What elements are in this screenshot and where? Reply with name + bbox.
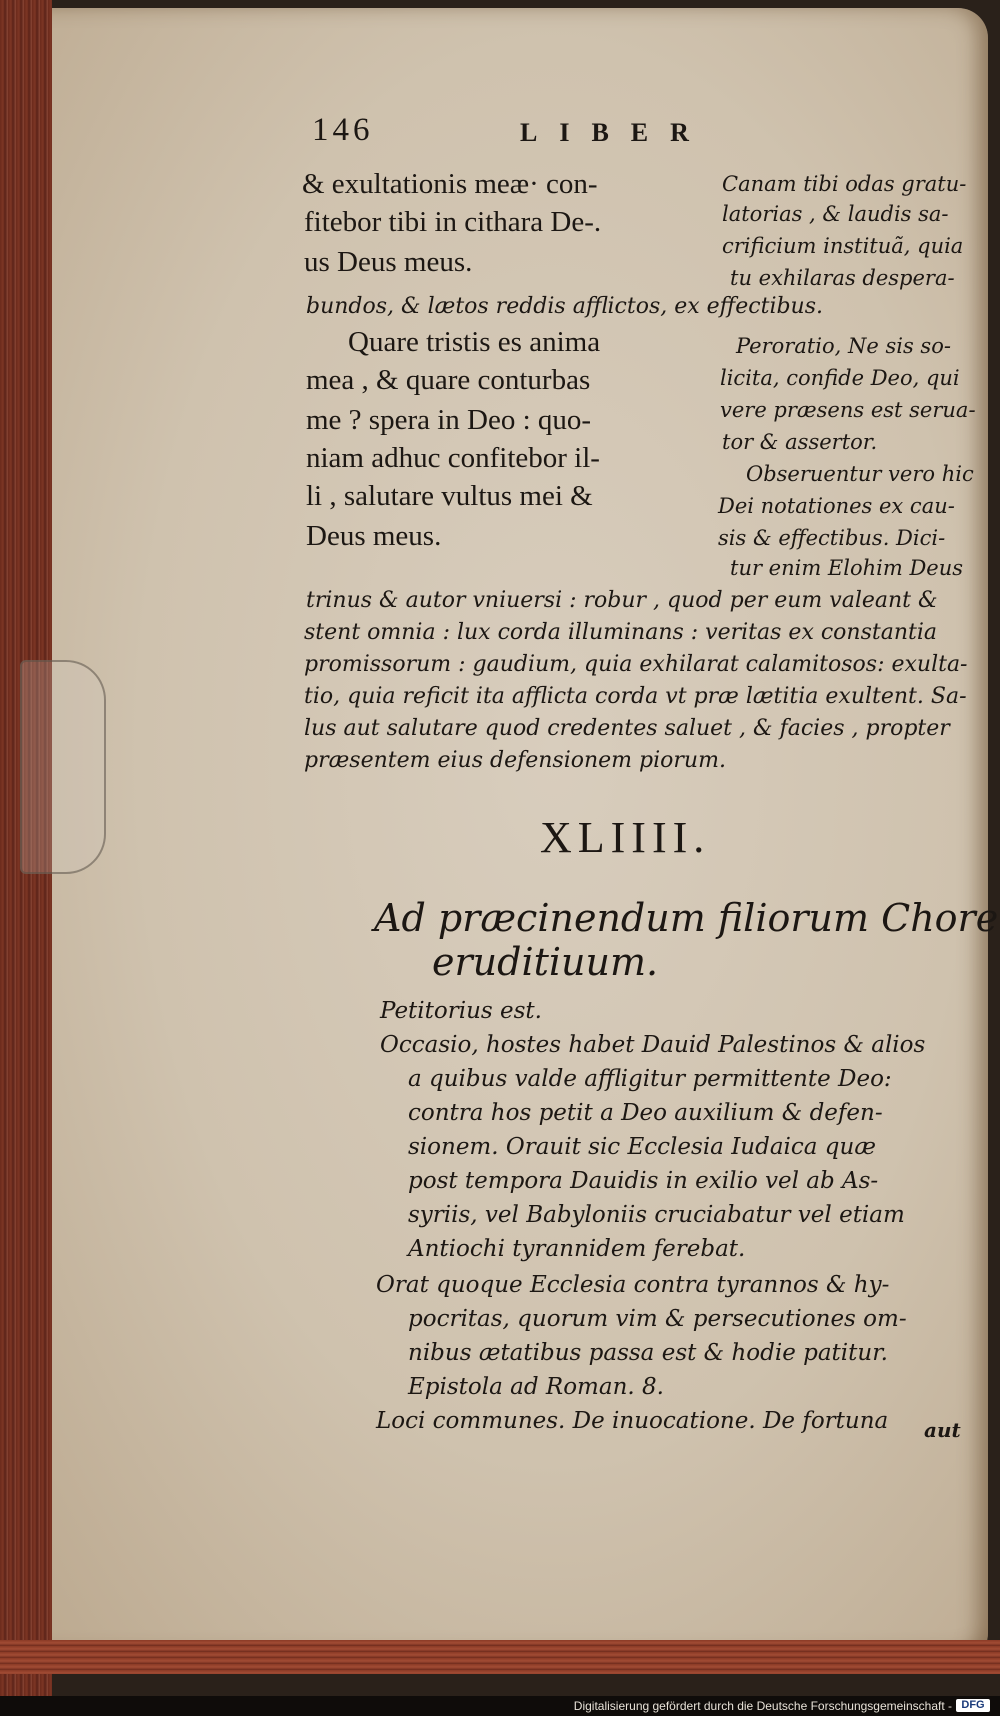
side-note-line: sis & effectibus. Dici- (718, 526, 946, 550)
side-note-line: Obseruentur vero hic (746, 462, 974, 486)
side-note-line: Dei notationes ex cau- (718, 494, 955, 518)
psalm-number: XLIIII. (540, 813, 711, 862)
side-note-line: vere præsens est serua- (720, 398, 976, 422)
full-width-line: lus aut salutare quod credentes saluet , & facies , propter (304, 716, 950, 741)
full-width-line: præsentem eius defensionem piorum. (304, 748, 726, 773)
page-edges-bottom (0, 1640, 1000, 1674)
psalm-title-line: Ad præcinendum filiorum Chore (374, 896, 999, 940)
side-note-line: licita, confide Deo, qui (720, 366, 960, 390)
main-text-line: niam adhuc confitebor il- (306, 442, 600, 474)
main-text-line: fitebor tibi in cithara De-. (304, 206, 602, 238)
side-note-line: latorias , & laudis sa- (722, 202, 949, 226)
side-note-line: crificium instituã, quia (722, 234, 964, 258)
section-line: nibus ætatibus passa est & hodie patitur. (408, 1340, 888, 1366)
dfg-logo: DFG (956, 1699, 990, 1712)
side-note-line: tur enim Elohim Deus (730, 556, 964, 580)
section-line: Petitorius est. (380, 998, 542, 1024)
side-note-line: tor & assertor. (722, 430, 878, 454)
main-text-line: mea , & quare conturbas (306, 364, 591, 396)
section-line: sionem. Orauit sic Ecclesia Iudaica quæ (408, 1134, 876, 1160)
full-width-line: trinus & autor vniuersi : robur , quod per eum valeant & (306, 588, 938, 613)
section-line: syriis, vel Babyloniis cruciabatur vel etiam (408, 1202, 905, 1228)
main-text-line: us Deus meus. (304, 246, 473, 278)
section-line: Occasio, hostes habet Dauid Palestinos & alios (380, 1032, 926, 1058)
catchword: aut (924, 1418, 961, 1442)
section-line: Antiochi tyrannidem ferebat. (408, 1236, 746, 1262)
section-line: pocritas, quorum vim & persecutiones om- (408, 1306, 907, 1332)
main-text-line: & exultationis meæ· con- (302, 168, 598, 200)
footer-credit: Digitalisierung gefördert durch die Deutsche Forschungsgemeinschaft - (573, 1699, 952, 1713)
section-line: Orat quoque Ecclesia contra tyrannos & hy- (376, 1272, 890, 1298)
section-line: post tempora Dauidis in exilio vel ab As- (408, 1168, 879, 1194)
full-width-line: tio, quia reficit ita afflicta corda vt præ lætitia exultent. Sa- (304, 684, 967, 709)
full-width-line: stent omnia : lux corda illuminans : veritas ex constantia (304, 620, 937, 645)
side-note-line: Canam tibi odas gratu- (722, 172, 967, 196)
main-text-line: me ? spera in Deo : quo- (306, 404, 592, 436)
main-text-line: li , salutare vultus mei & (306, 480, 593, 512)
page-number: 146 (312, 112, 374, 148)
main-text-line: Quare tristis es anima (348, 326, 601, 358)
section-line: contra hos petit a Deo auxilium & defen- (408, 1100, 883, 1126)
full-width-line: promissorum : gaudium, quia exhilarat calamitosos: exulta- (304, 652, 968, 677)
psalm-title-line: eruditiuum. (432, 940, 659, 984)
side-note-line: tu exhilaras despera- (730, 266, 955, 290)
section-line: a quibus valde affligitur permittente Deo: (408, 1066, 892, 1092)
page-clip (20, 660, 106, 874)
running-title: LIBER (520, 118, 711, 147)
full-width-line: bundos, & lætos reddis afflictos, ex effectibus. (306, 294, 824, 319)
section-line: Loci communes. De inuocatione. De fortuna (376, 1408, 889, 1434)
section-line: Epistola ad Roman. 8. (408, 1374, 664, 1400)
main-text-line: Deus meus. (306, 520, 442, 552)
side-note-line: Peroratio, Ne sis so- (736, 334, 951, 358)
